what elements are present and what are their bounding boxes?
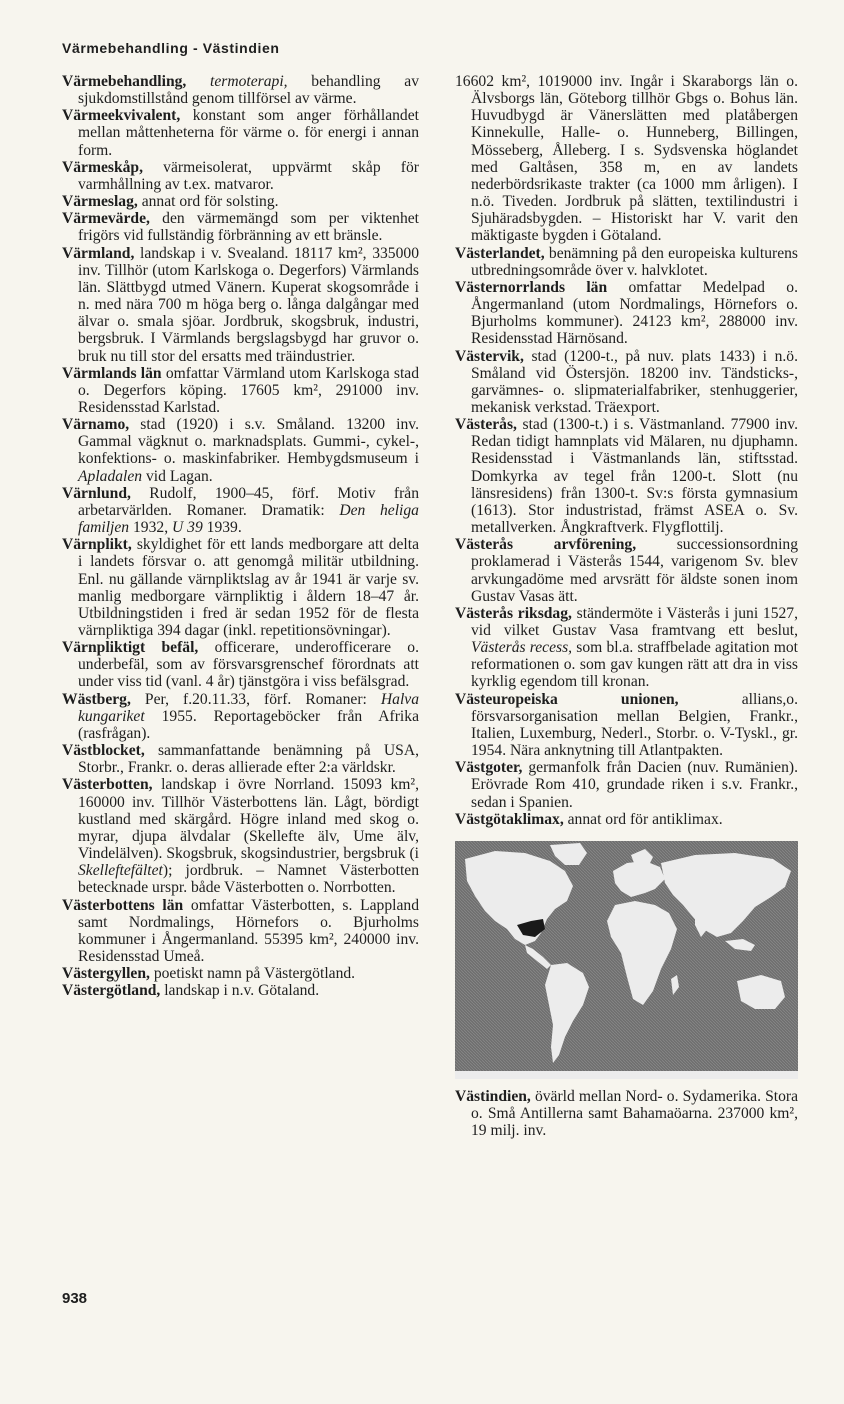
entry-text: 16602 km², 1019000 inv. Ingår i Skaraborgs län o. Älvsborgs län, Göteborg tillhör Gbgs o. Bohus län. Huvudbygd är Vänerslätten med platåbergen Kinnekulle, Halle- o. Hunneberg, Billingen, Mösseberg, Ålleberg. I s. Sydsvenska höglandet med Galtåsen, 358 m, en av landets nederbördsrikaste trakter (ca 1000 mm årligen). I n.ö. Tiveden. Jordbruk på slätten, textilindustri i Sjuhäradsbygden. – Historiskt har V. varit den mäktigaste bygden i Götaland. [455, 73, 798, 245]
dictionary-entry [455, 73, 798, 245]
entry-text: omfattar Medelpad o. Ångermanland (utom Nordmalings, Hörnefors o. Bjurholms kommuner). 24123 km², 288000 inv. Residensstad Härnösand. [471, 278, 799, 348]
dictionary-entry [62, 210, 419, 244]
entry-text: benämning på den europeiska kulturens utbredningsområde över v. halvklotet. [471, 244, 798, 279]
entry-text: ); jordbruk. – Namnet Västerbotten betecknade urspr. både Västerbotten o. Norrbotten. [78, 862, 419, 897]
entry-text: 1932, [129, 519, 172, 537]
dictionary-entry [62, 897, 419, 966]
entry-text: officerare, underofficerare o. underbefäl, som av försvarsgrenschef förordnats att under viss tid (vanl. 4 år) tjänstgöra i viss befälsgrad. [78, 639, 420, 691]
world-map-image [455, 841, 798, 1079]
page-header: Värmebehandling - Västindien [62, 40, 280, 56]
dictionary-entry [455, 605, 798, 691]
dictionary-entry [62, 73, 419, 107]
dictionary-entry [455, 416, 798, 536]
entry-text: stad (1300-t.) i s. Västmanland. 77900 inv. Redan tidigt hamnplats vid Mälaren, nu djuphamn. Residensstad i Västmanlands län, stiftsstad. Domkyrka av tegel från 1200-t. Slott (nu länsresidens) från 1300-t. Sv:s första gymnasium (1613). Stor industristad, främst ASEA o. Sv. metallverken. Ångkraftverk. Flygflottilj. [471, 416, 798, 537]
dictionary-entry [62, 365, 419, 416]
dictionary-entry [62, 742, 419, 776]
entry-italic-text: Västerås recess, [471, 639, 573, 657]
entry-text: successionsordning proklamerad i Västerås 1544, varigenom Sv. blev arvkungadöme med arvsrätt för äldste sonen inom Gustav Vasas ätt. [471, 536, 798, 605]
entry-headword: Västerbottens län [62, 896, 184, 914]
dictionary-entry [62, 691, 419, 742]
entry-text: som bl.a. straffbelade agitation mot reformationen o. som gav kungen rätt att dra in viss kyrklig egendom till kronan. [471, 639, 798, 691]
entry-text: stad (1920) i s.v. Småland. 13200 inv. Gammal vägknut o. marknadsplats. Gummi-, cykel-, konfektions- o. maskinfabriker. Hembygdsmuseum i [78, 416, 419, 468]
entry-text: 1955. Reportageböcker från Afrika (rasfrågan). [78, 707, 419, 742]
dictionary-entry [62, 416, 419, 485]
dictionary-entry [62, 485, 419, 536]
entry-headword: Västerås riksdag, [455, 604, 572, 622]
entry-italic-text: U 39 [172, 519, 203, 537]
entry-text: behandling av sjukdomstillstånd genom tillförsel av värme. [78, 73, 419, 108]
entry-text: Per, f.20.11.33, förf. Romaner: [130, 690, 381, 708]
entry-text: 1939. [202, 519, 242, 537]
entry-headword: Västerlandet, [455, 244, 545, 262]
left-column [62, 73, 419, 999]
entry-text: konstant som anger förhållandet mellan måttenheterna för värme o. för energi i annan form. [78, 107, 419, 159]
entry-italic-text: Apladalen [78, 467, 143, 485]
entry-text: vid Lagan. [142, 467, 213, 485]
entry-italic-text: Skelleftefältet [78, 862, 163, 880]
dictionary-entry [62, 245, 419, 365]
dictionary-entry [62, 639, 419, 690]
entry-text: landskap i övre Norrland. 15093 km², 160000 inv. Tillhör Västerbottens län. Lågt, bördigt kustland med skärgård. Högre inland med skog o. myrar, djupa älvdalar (Skellefte älv, Ume älv, Vindelälven). Skogsbruk, skogsindustrier, bergsbruk (i [78, 776, 419, 863]
entry-headword: Värmeslag, [62, 193, 138, 211]
entry-text: annat ord för solsting. [137, 193, 279, 211]
entry-headword: Västblocket, [62, 742, 145, 760]
dictionary-entry [62, 107, 419, 158]
dictionary-entry [455, 759, 798, 810]
entry-headword: Wästberg, [62, 690, 131, 708]
entry-headword: Västerbotten, [62, 776, 153, 794]
dictionary-entry [62, 193, 419, 210]
entry-text: stad (1200-t., på nuv. plats 1433) i n.ö. Småland vid Östersjön. 18200 inv. Tändsticks-, garvämnes- o. slipmaterialfabriker, stenhuggerier, mekanisk verkstad. Träexport. [471, 347, 798, 416]
entry-headword: Värmevärde, [62, 210, 150, 228]
entry-text: sammanfattande benämning på USA, Storbr., Frankr. o. deras allierade efter 2:a världskr. [78, 742, 419, 777]
entry-headword: Värnpliktigt befäl, [62, 639, 199, 657]
entry-text: ständermöte i Västerås i juni 1527, vid vilket Gustav Vasa framtvang ett beslut, [471, 604, 799, 639]
entry-text: germanfolk från Dacien (nuv. Rumänien). Erövrade Rom 410, grundade riken i s.v. Frankr., sedan i Spanien. [471, 759, 798, 811]
entry-headword: Värnlund, [62, 484, 131, 502]
dictionary-entry [455, 1088, 798, 1139]
entry-text: övärld mellan Nord- o. Sydamerika. Stora o. Små Antillerna samt Bahamaöarna. 237000 km², 19 milj. inv. [471, 1087, 798, 1140]
entry-headword: Västindien, [455, 1087, 531, 1105]
entry-text: allians,o. försvarsorganisation mellan Belgien, Frankr., Italien, Luxemburg, Nederl., Storbr. o. V-Tyskl., gr. 1954. Nära anknytning till Atlantpakten. [471, 690, 798, 760]
entry-headword: Västernorrlands län [455, 278, 608, 296]
dictionary-entry [455, 279, 798, 348]
entry-text: värmeisolerat, uppvärmt skåp för varmhållning av t.ex. matvaror. [78, 158, 419, 193]
entry-headword: Västerås arvförening, [455, 536, 637, 554]
entry-headword: Värnamo, [62, 416, 130, 434]
entry-headword: Värmeekvivalent, [62, 107, 181, 125]
dictionary-entry [62, 982, 419, 999]
entry-text: poetiskt namn på Västergötland. [149, 965, 356, 983]
entry-text: Rudolf, 1900–45, förf. Motiv från arbetarvärlden. Romaner. Dramatik: [78, 484, 419, 519]
entry-text: omfattar Värmland utom Karlskoga stad o. Degerfors köping. 17605 km², 291000 inv. Residensstad Karlstad. [78, 364, 419, 416]
entry-headword: Västergyllen, [62, 965, 150, 983]
dictionary-entry [62, 536, 419, 639]
entry-headword: Värmlands län [62, 364, 162, 382]
entry-italic-text: termoterapi, [210, 73, 288, 90]
entry-headword: Västeuropeiska unionen, [455, 690, 679, 708]
entry-headword: Västgötaklimax, [455, 810, 564, 828]
entry-headword: Västervik, [455, 347, 524, 365]
entry-text: landskap i v. Svealand. 18117 km², 335000 inv. Tillhör (utom Karlskoga o. Degerfors) Värmlands län. Slättbygd utmed Vänern. Kuperat skogsområde i n. med nära 700 m höga berg o. långa dalgångar med älvar o. smala sjöar. Jordbruk, skogsbruk, industri, bergsbruk. I Värmlands bergslagsbygd har gruvor o. bruk nu till stor del ersatts med träindustrier. [78, 244, 419, 365]
entry-text: den värmemängd som per viktenhet frigörs vid fullständig förbränning av ett bränsle. [78, 210, 419, 245]
right-column [455, 73, 798, 1139]
entry-text: annat ord för antiklimax. [563, 810, 723, 828]
dictionary-entry [455, 536, 798, 605]
entry-text [186, 73, 210, 90]
page-number: 938 [62, 1290, 88, 1307]
entry-headword: Västerås, [455, 416, 517, 434]
dictionary-entry [62, 965, 419, 982]
dictionary-entry [455, 245, 798, 279]
dictionary-entry [62, 159, 419, 193]
entry-headword: Värmeskåp, [62, 158, 143, 176]
dictionary-entry [455, 691, 798, 760]
entry-headword: Värmland, [62, 244, 135, 262]
entry-headword: Värnplikt, [62, 536, 132, 554]
entry-headword: Västgoter, [455, 759, 523, 777]
entry-headword: Värmebehandling, [62, 73, 187, 90]
entry-headword: Västergötland, [62, 982, 161, 1000]
entry-italic-text: Den heliga familjen [78, 501, 419, 537]
entry-text: skyldighet för ett lands medborgare att delta i landets försvar o. att genomgå militär utbildning. Enl. nu gällande värnpliktslag av år 1941 är varje sv. manlig medborgare värnpliktig i åldern 18–47 år. Utbildningstiden i fred är sedan 1952 för de flesta värnpliktiga 394 dagar (inkl. repetitionsövningar). [78, 536, 419, 639]
entry-text: landskap i n.v. Götaland. [160, 982, 320, 1000]
dictionary-entry [455, 348, 798, 417]
entry-italic-text: Halva kungariket [78, 690, 419, 725]
dictionary-entry [455, 811, 798, 828]
entry-text: omfattar Västerbotten, s. Lappland samt Nordmalings, Hörnefors o. Bjurholms kommuner i Ångermanland. 55395 km², 240000 inv. Residensstad Umeå. [78, 896, 419, 965]
dictionary-entry [62, 776, 419, 896]
